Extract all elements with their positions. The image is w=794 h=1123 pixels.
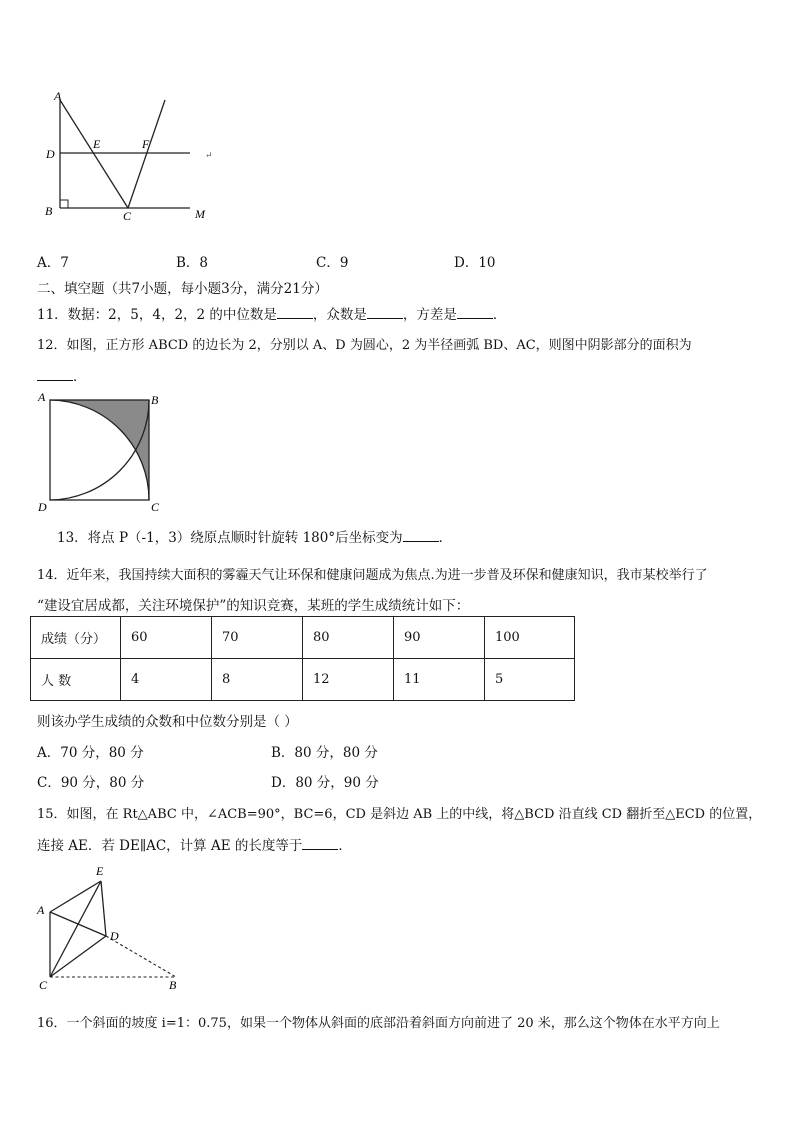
right-angle-mark <box>60 200 68 208</box>
figure-2-square-arcs <box>34 390 166 515</box>
q14-option-d: D．80 分，90 分 <box>271 775 379 791</box>
label-a: A <box>54 89 62 103</box>
score-table <box>30 616 575 701</box>
q13-text-a: 13．将点 P（-1，3）绕原点顺时针旋转 180°后坐标变为 <box>57 530 403 546</box>
figure-3-fold-diagram <box>34 862 184 992</box>
section-2-heading: 二、填空题（共7小题，每小题3分，满分21分） <box>37 281 328 297</box>
table-cell: 80 <box>303 617 394 659</box>
label-b: B <box>151 393 159 407</box>
answer-blank <box>302 837 338 850</box>
q11-text-b: ，众数是 <box>312 307 367 323</box>
q15-text-b: ． <box>338 838 352 854</box>
label-c: C <box>39 978 48 992</box>
label-d: D <box>46 147 55 161</box>
label-c: C <box>123 209 132 223</box>
label-c: C <box>151 500 160 514</box>
segment-ed <box>101 881 106 936</box>
table-cell: 90 <box>394 617 485 659</box>
q10-option-c: C．9 <box>316 255 349 271</box>
segment-ac <box>60 100 128 208</box>
table-cell: 70 <box>212 617 303 659</box>
return-mark: ↵ <box>205 151 213 161</box>
label-e: E <box>96 864 104 878</box>
segment-ce <box>50 881 101 977</box>
q10-option-d: D．10 <box>454 255 496 271</box>
q14-option-c: C．90 分，80 分 <box>37 775 145 791</box>
figure-1-diagram <box>40 88 230 223</box>
label-a: A <box>38 390 46 404</box>
segment-cd <box>50 936 106 977</box>
q11-text-d: ． <box>492 307 507 323</box>
label-e: E <box>93 137 101 151</box>
label-f: F <box>142 137 150 151</box>
question-13 <box>57 526 452 546</box>
question-11 <box>37 303 506 323</box>
q11-text-c: ，方差是 <box>402 307 457 323</box>
question-15-line2 <box>37 834 352 854</box>
label-d: D <box>38 500 47 514</box>
question-12-line1: 12．如图，正方形 ABCD 的边长为 2，分别以 A、D 为圆心，2 为半径画弧 BD、AC，则图中阴影部分的面积为 <box>37 338 692 353</box>
table-row <box>31 617 575 659</box>
table-cell: 12 <box>303 659 394 701</box>
label-b: B <box>45 204 53 218</box>
table-row <box>31 659 575 701</box>
q15-text-a: 连接 AE．若 DE∥AC，计算 AE 的长度等于 <box>37 838 303 854</box>
table-cell: 11 <box>394 659 485 701</box>
question-14-prompt: 则该办学生成绩的众数和中位数分别是（ ） <box>37 714 298 730</box>
question-12-line2 <box>37 365 87 385</box>
table-cell: 8 <box>212 659 303 701</box>
answer-blank <box>37 368 73 381</box>
q13-text-b: ． <box>438 530 453 546</box>
question-15-line1: 15．如图，在 Rt△ABC 中，∠ACB=90°，BC=6，CD 是斜边 AB 上的中线，将△BCD 沿直线 CD 翻折至△ECD 的位置， <box>37 807 762 822</box>
label-b: B <box>169 978 177 992</box>
q12-tail: ． <box>73 369 87 385</box>
q10-option-a: A．7 <box>37 255 69 271</box>
table-cell: 100 <box>485 617 575 659</box>
q14-option-a: A．70 分，80 分 <box>37 745 144 761</box>
table-cell: 5 <box>485 659 575 701</box>
question-14-line1: 14．近年来，我国持续大面积的雾霾天气让环保和健康问题成为焦点.为进一步普及环保和健康知识，我市某校举行了 <box>37 568 708 583</box>
q14-option-b: B．80 分，80 分 <box>271 745 378 761</box>
question-16-line1: 16．一个斜面的坡度 i=1：0.75，如果一个物体从斜面的底部沿着斜面方向前进了 20 米，那么这个物体在水平方向上 <box>37 1016 720 1031</box>
q11-text-a: 11．数据：2，5，4，2，2 的中位数是 <box>37 307 277 323</box>
table-cell: 成绩（分） <box>31 617 121 659</box>
label-d: D <box>110 929 119 943</box>
q10-option-b: B．8 <box>176 255 209 271</box>
answer-blank <box>277 306 313 319</box>
table-cell: 4 <box>121 659 212 701</box>
answer-blank <box>367 306 403 319</box>
label-a: A <box>37 903 45 917</box>
table-cell: 60 <box>121 617 212 659</box>
table-cell: 人 数 <box>31 659 121 701</box>
answer-blank <box>457 306 493 319</box>
answer-blank <box>403 529 439 542</box>
segment-cf-ray <box>128 100 165 208</box>
label-m: M <box>195 207 205 221</box>
question-14-line2: “建设宜居成都，关注环境保护”的知识竞赛，某班的学生成绩统计如下： <box>37 598 470 614</box>
